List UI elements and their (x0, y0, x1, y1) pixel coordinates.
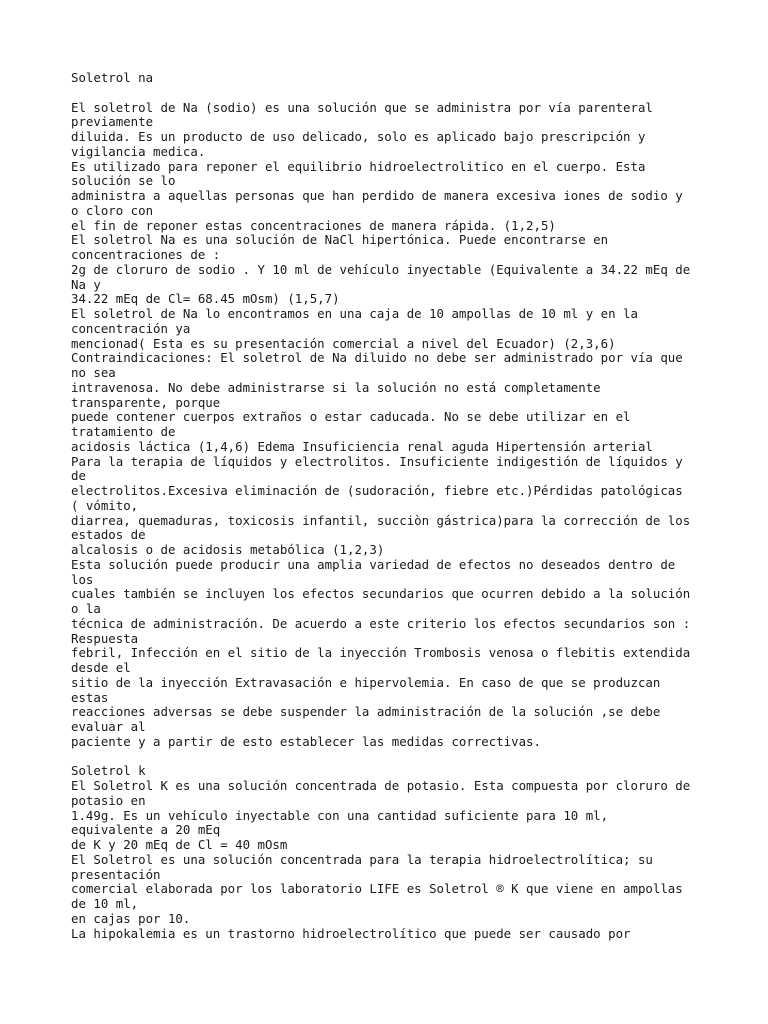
text-line: Na y (71, 276, 101, 292)
text-line: Es utilizado para reponer el equilibrio hidroelectrolitico en el cuerpo. Esta (71, 158, 646, 174)
text-line: evaluar al (71, 719, 146, 734)
text-line: concentraciones de : (71, 247, 221, 262)
text-line: concentración ya (71, 320, 191, 336)
section-title-soletrol-k: Soletrol k (71, 763, 146, 779)
text-line: El Soletrol es una solución concentrada para la terapia hidroelectrolítica; su (71, 851, 653, 867)
blank-line (71, 750, 701, 765)
text-line: paciente y a partir de esto establecer las medidas correctivas. (71, 733, 541, 749)
text-line: puede contener cuerpos extraños o estar caducada. No se debe utilizar en el (71, 409, 631, 425)
text-line: El soletrol Na es una solución de NaCl hipertónica. Puede encontrarse en (71, 232, 609, 248)
text-line: previamente (71, 114, 154, 130)
text-line: estados de (71, 527, 146, 543)
text-line: electrolitos.Excesiva eliminación de (sudoración, fiebre etc.)Pérdidas patológicas (71, 483, 683, 498)
text-line: en cajas por 10. (71, 910, 191, 926)
text-line: ( vómito, (71, 497, 139, 513)
text-line: alcalosis o de acidosis metabólica (1,2,3) (71, 542, 385, 557)
text-line: intravenosa. No debe administrarse si la solución no está completamente (71, 379, 601, 395)
text-line: potasio en (71, 792, 146, 808)
text-line: cuales también se incluyen los efectos secundarios que ocurren debido a la solución (71, 586, 691, 602)
text-line: de (71, 468, 86, 484)
section-soletrol-k (71, 779, 701, 941)
text-line: de 10 ml, (71, 896, 139, 911)
text-line: equivalente a 20 mEq (71, 822, 221, 838)
text-line: sitio de la inyección Extravasación e hipervolemia. En caso de que se produzcan (71, 674, 661, 690)
text-line: administra a aquellas personas que han perdido de manera excesiva iones de sodio y (71, 188, 683, 203)
section-title-soletrol-na: Soletrol na (71, 70, 154, 85)
text-line: los (71, 571, 94, 587)
text-line: o cloro con (71, 202, 154, 218)
text-line: desde el (71, 660, 131, 675)
text-line: o la (71, 601, 101, 616)
text-line: febril, Infección en el sitio de la inyección Trombosis venosa o flebitis extendida (71, 645, 691, 661)
text-line: diarrea, quemaduras, toxicosis infantil, succiòn gástrica)para la corrección de los (71, 512, 691, 528)
blank-line (71, 86, 701, 101)
text-line: comercial elaborada por los laboratorio LIFE es Soletrol ® K que viene en ampollas (71, 881, 683, 897)
text-line: de K y 20 mEq de Cl = 40 mOsm (71, 837, 288, 852)
text-line: el fin de reponer estas concentraciones de manera rápida. (1,2,5) (71, 217, 556, 233)
text-line: Esta solución puede producir una amplia variedad de efectos no deseados dentro de (71, 556, 676, 572)
text-line: 1.49g. Es un vehículo inyectable con una cantidad suficiente para 10 ml, (71, 807, 609, 823)
text-line: El Soletrol K es una solución concentrada de potasio. Esta compuesta por cloruro de (71, 778, 691, 793)
text-line: vigilancia medica. (71, 143, 206, 159)
document-body (71, 71, 701, 941)
text-line: tratamiento de (71, 424, 176, 439)
text-line: 2g de cloruro de sodio . Y 10 ml de vehículo inyectable (Equivalente a 34.22 mEq de (71, 261, 691, 277)
text-line: transparente, porque (71, 394, 221, 410)
text-line: La hipokalemia es un trastorno hidroelectrolítico que puede ser causado por (71, 925, 631, 941)
text-line: Para la terapia de líquidos y electrolitos. Insuficiente indigestión de líquidos y (71, 453, 683, 469)
text-line: solución se lo (71, 173, 176, 189)
text-line: El soletrol de Na lo encontramos en una caja de 10 ampollas de 10 ml y en la (71, 306, 638, 321)
text-line: acidosis láctica (1,4,6) Edema Insuficiencia renal aguda Hipertensión arterial (71, 438, 653, 454)
text-line: 34.22 mEq de Cl= 68.45 mOsm) (1,5,7) (71, 291, 340, 307)
text-line: Contraindicaciones: El soletrol de Na diluido no debe ser administrado por vía que (71, 350, 683, 366)
text-line: diluida. Es un producto de uso delicado, solo es aplicado bajo prescripción y (71, 129, 646, 144)
text-line: Respuesta (71, 630, 139, 646)
text-line: mencionad( Esta es su presentación comercial a nivel del Ecuador) (2,3,6) (71, 335, 616, 351)
text-line: El soletrol de Na (sodio) es una solución que se administra por vía parenteral (71, 99, 653, 115)
section-soletrol-na (71, 101, 701, 750)
text-line: no sea (71, 365, 116, 380)
text-line: reacciones adversas se debe suspender la administración de la solución ,se debe (71, 704, 661, 720)
text-line: técnica de administración. De acuerdo a este criterio los efectos secundarios son : (71, 615, 691, 631)
text-line: estas (71, 689, 109, 705)
text-line: presentación (71, 866, 161, 882)
